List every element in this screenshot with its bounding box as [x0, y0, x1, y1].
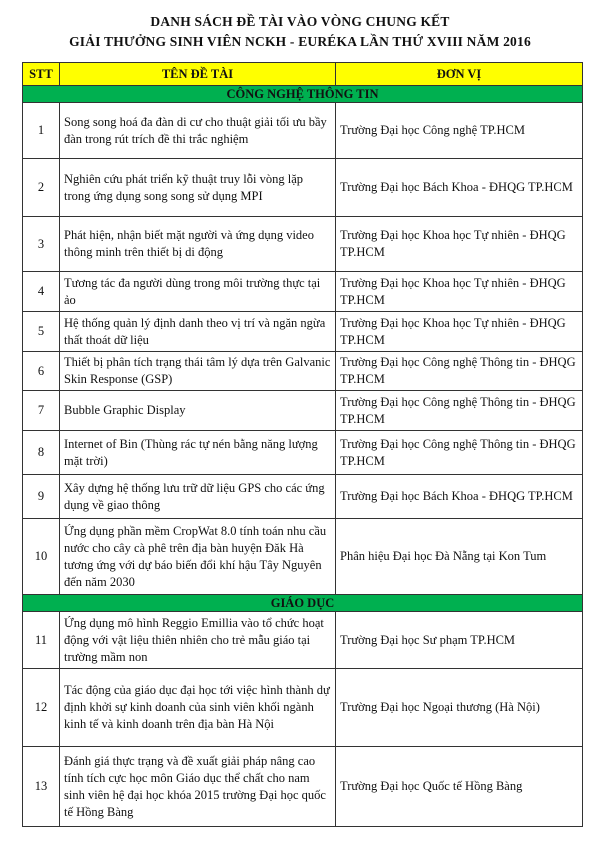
row-stt: 6: [23, 352, 60, 391]
header-unit: ĐƠN VỊ: [336, 63, 583, 86]
table-row: [23, 312, 583, 352]
row-topic: Ứng dụng mô hình Reggio Emillia vào tổ chức hoạt động với vật liệu thiên nhiên cho trẻ mẫu giáo tại trường mầm non: [60, 612, 336, 669]
row-unit: Trường Đại học Khoa học Tự nhiên - ĐHQG TP.HCM: [336, 217, 583, 272]
row-topic: Ứng dụng phần mềm CropWat 8.0 tính toán nhu cầu nước cho cây cà phê trên địa bàn huyện Đăk Hà tương ứng với dự báo biến đổi khí hậu Tây Nguyên đến năm 2030: [60, 519, 336, 595]
row-stt: 9: [23, 475, 60, 519]
row-unit: Phân hiệu Đại học Đà Nẵng tại Kon Tum: [336, 519, 583, 595]
table-row: [23, 669, 583, 747]
header-stt: STT: [23, 63, 60, 86]
table-row: [23, 352, 583, 391]
table-row: [23, 747, 583, 827]
row-stt: 8: [23, 431, 60, 475]
row-stt: 1: [23, 103, 60, 159]
table-row: [23, 431, 583, 475]
table-row: [23, 612, 583, 669]
row-unit: Trường Đại học Quốc tế Hồng Bàng: [336, 747, 583, 827]
row-stt: 13: [23, 747, 60, 827]
table-row: [23, 475, 583, 519]
row-topic: Tương tác đa người dùng trong môi trường thực tại ảo: [60, 272, 336, 312]
row-topic: Internet of Bin (Thùng rác tự nén bằng năng lượng mặt trời): [60, 431, 336, 475]
header-topic: TÊN ĐỀ TÀI: [60, 63, 336, 86]
row-topic: Song song hoá đa đàn di cư cho thuật giải tối ưu bầy đàn trong rút trích đề thi trắc nghiệm: [60, 103, 336, 159]
row-unit: Trường Đại học Khoa học Tự nhiên - ĐHQG TP.HCM: [336, 312, 583, 352]
row-stt: 5: [23, 312, 60, 352]
row-unit: Trường Đại học Công nghệ Thông tin - ĐHQG TP.HCM: [336, 431, 583, 475]
row-stt: 12: [23, 669, 60, 747]
row-topic: Hệ thống quản lý định danh theo vị trí và ngăn ngừa thất thoát dữ liệu: [60, 312, 336, 352]
row-topic: Bubble Graphic Display: [60, 391, 336, 431]
document-title-line-1: DANH SÁCH ĐỀ TÀI VÀO VÒNG CHUNG KẾT: [150, 14, 450, 29]
category-label: CÔNG NGHỆ THÔNG TIN: [23, 86, 583, 103]
row-topic: Thiết bị phân tích trạng thái tâm lý dựa trên Galvanic Skin Response (GSP): [60, 352, 336, 391]
row-unit: Trường Đại học Khoa học Tự nhiên - ĐHQG TP.HCM: [336, 272, 583, 312]
category-label: GIÁO DỤC: [23, 595, 583, 612]
row-stt: 7: [23, 391, 60, 431]
row-unit: Trường Đại học Sư phạm TP.HCM: [336, 612, 583, 669]
row-unit: Trường Đại học Công nghệ Thông tin - ĐHQG TP.HCM: [336, 391, 583, 431]
table-row: [23, 217, 583, 272]
category-row: [23, 595, 583, 612]
row-stt: 2: [23, 159, 60, 217]
row-topic: Nghiên cứu phát triển kỹ thuật truy lỗi vòng lặp trong ứng dụng song song sử dụng MPI: [60, 159, 336, 217]
table-row: [23, 103, 583, 159]
row-unit: Trường Đại học Bách Khoa - ĐHQG TP.HCM: [336, 159, 583, 217]
row-topic: Phát hiện, nhận biết mặt người và ứng dụng video thông minh trên thiết bị di động: [60, 217, 336, 272]
table-row: [23, 272, 583, 312]
row-stt: 10: [23, 519, 60, 595]
row-stt: 3: [23, 217, 60, 272]
row-topic: Xây dựng hệ thống lưu trữ dữ liệu GPS cho các ứng dụng về giao thông: [60, 475, 336, 519]
document-title-line-2: GIẢI THƯỞNG SINH VIÊN NCKH - EURÉKA LẦN THỨ XVIII NĂM 2016: [69, 34, 531, 49]
row-topic: Tác động của giáo dục đại học tới việc hình thành dự định khởi sự kinh doanh của sinh viên khối ngành kinh tế và kinh doanh trên địa bàn Hà Nội: [60, 669, 336, 747]
finalist-table: [22, 62, 583, 827]
row-stt: 4: [23, 272, 60, 312]
row-unit: Trường Đại học Công nghệ TP.HCM: [336, 103, 583, 159]
table-header-row: [23, 63, 583, 86]
row-topic: Đánh giá thực trạng và đề xuất giải pháp nâng cao tính tích cực học môn Giáo dục thể chất cho nam sinh viên hệ đại học khóa 2015 trường Đại học quốc tế Hồng Bàng: [60, 747, 336, 827]
row-unit: Trường Đại học Bách Khoa - ĐHQG TP.HCM: [336, 475, 583, 519]
row-stt: 11: [23, 612, 60, 669]
table-row: [23, 391, 583, 431]
table-row: [23, 159, 583, 217]
row-unit: Trường Đại học Công nghệ Thông tin - ĐHQG TP.HCM: [336, 352, 583, 391]
category-row: [23, 86, 583, 103]
table-row: [23, 519, 583, 595]
row-unit: Trường Đại học Ngoại thương (Hà Nội): [336, 669, 583, 747]
